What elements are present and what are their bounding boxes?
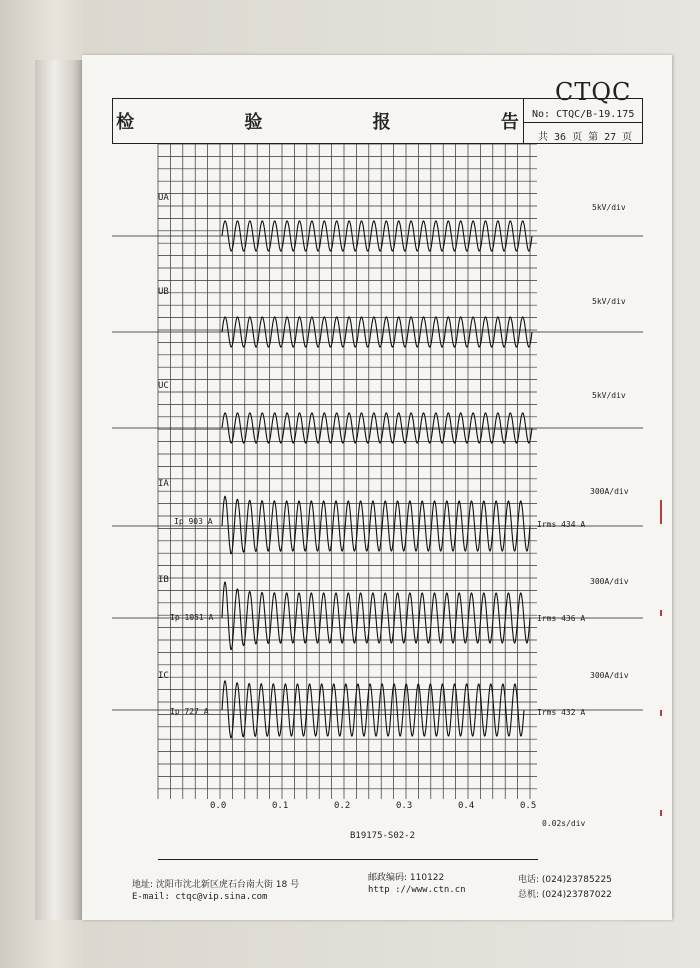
book-binding <box>35 60 83 920</box>
time-tick-5: 0.5 <box>520 801 537 811</box>
waveform-3 <box>222 496 530 554</box>
report-number-cell <box>524 98 643 144</box>
channel-label-ub: UB <box>158 287 169 297</box>
time-tick-1: 0.1 <box>272 801 289 811</box>
scale-label-ic: 300A/div <box>590 671 629 680</box>
scale-label-ub: 5kV/div <box>592 297 626 306</box>
channel-label-ua: UA <box>158 193 169 203</box>
report-number: No: CTQC/B-19.175 <box>532 109 635 120</box>
scale-label-ia: 300A/div <box>590 487 629 496</box>
time-tick-3: 0.3 <box>396 801 413 811</box>
footer-address: 地址: 沈阳市沈北新区虎石台南大街 18 号 <box>132 880 300 890</box>
oscillogram <box>112 144 643 860</box>
scale-label-ib: 300A/div <box>590 577 629 586</box>
report-title: 检 验 报 告 <box>116 111 571 133</box>
report-title-cell <box>112 98 571 144</box>
header-divider <box>524 122 643 123</box>
rms-label-ic: Irms 432 A <box>537 708 586 717</box>
record-id: B19175-S02-2 <box>350 831 416 841</box>
peak-label-ic: Ip 727 A <box>170 707 209 716</box>
time-tick-4: 0.4 <box>458 801 475 811</box>
scale-label-uc: 5kV/div <box>592 391 626 400</box>
channel-label-uc: UC <box>158 381 169 391</box>
footer-website: http ://www.ctn.cn <box>368 885 466 895</box>
footer-switchboard: 总机: (024)23787022 <box>518 890 612 900</box>
channel-label-ib: IB <box>158 575 169 585</box>
brand-logo: CTQC <box>555 78 632 106</box>
red-edge-marks <box>660 500 664 860</box>
channel-label-ic: IC <box>158 671 169 681</box>
time-tick-0: 0.0 <box>210 801 227 811</box>
peak-label-ib: Ip 1051 A <box>170 613 214 622</box>
channel-label-ia: IA <box>158 479 169 489</box>
scale-label-ua: 5kV/div <box>592 203 626 212</box>
scope-grid <box>112 144 643 860</box>
footer-phone: 电话: (024)23785225 <box>518 875 612 885</box>
rms-label-ia: Irms 434 A <box>537 520 586 529</box>
waveform-4 <box>222 582 530 650</box>
footer-email: E-mail: ctqc@vip.sina.com <box>132 892 268 902</box>
scope-traces <box>222 221 532 738</box>
time-tick-2: 0.2 <box>334 801 351 811</box>
page-count: 共 36 页 第 27 页 <box>538 132 633 143</box>
footer-postcode: 邮政编码: 110122 <box>368 873 445 883</box>
time-scale-label: 0.02s/div <box>542 819 586 828</box>
rms-label-ib: Irms 436 A <box>537 614 586 623</box>
peak-label-ia: Ip 903 A <box>174 517 213 526</box>
